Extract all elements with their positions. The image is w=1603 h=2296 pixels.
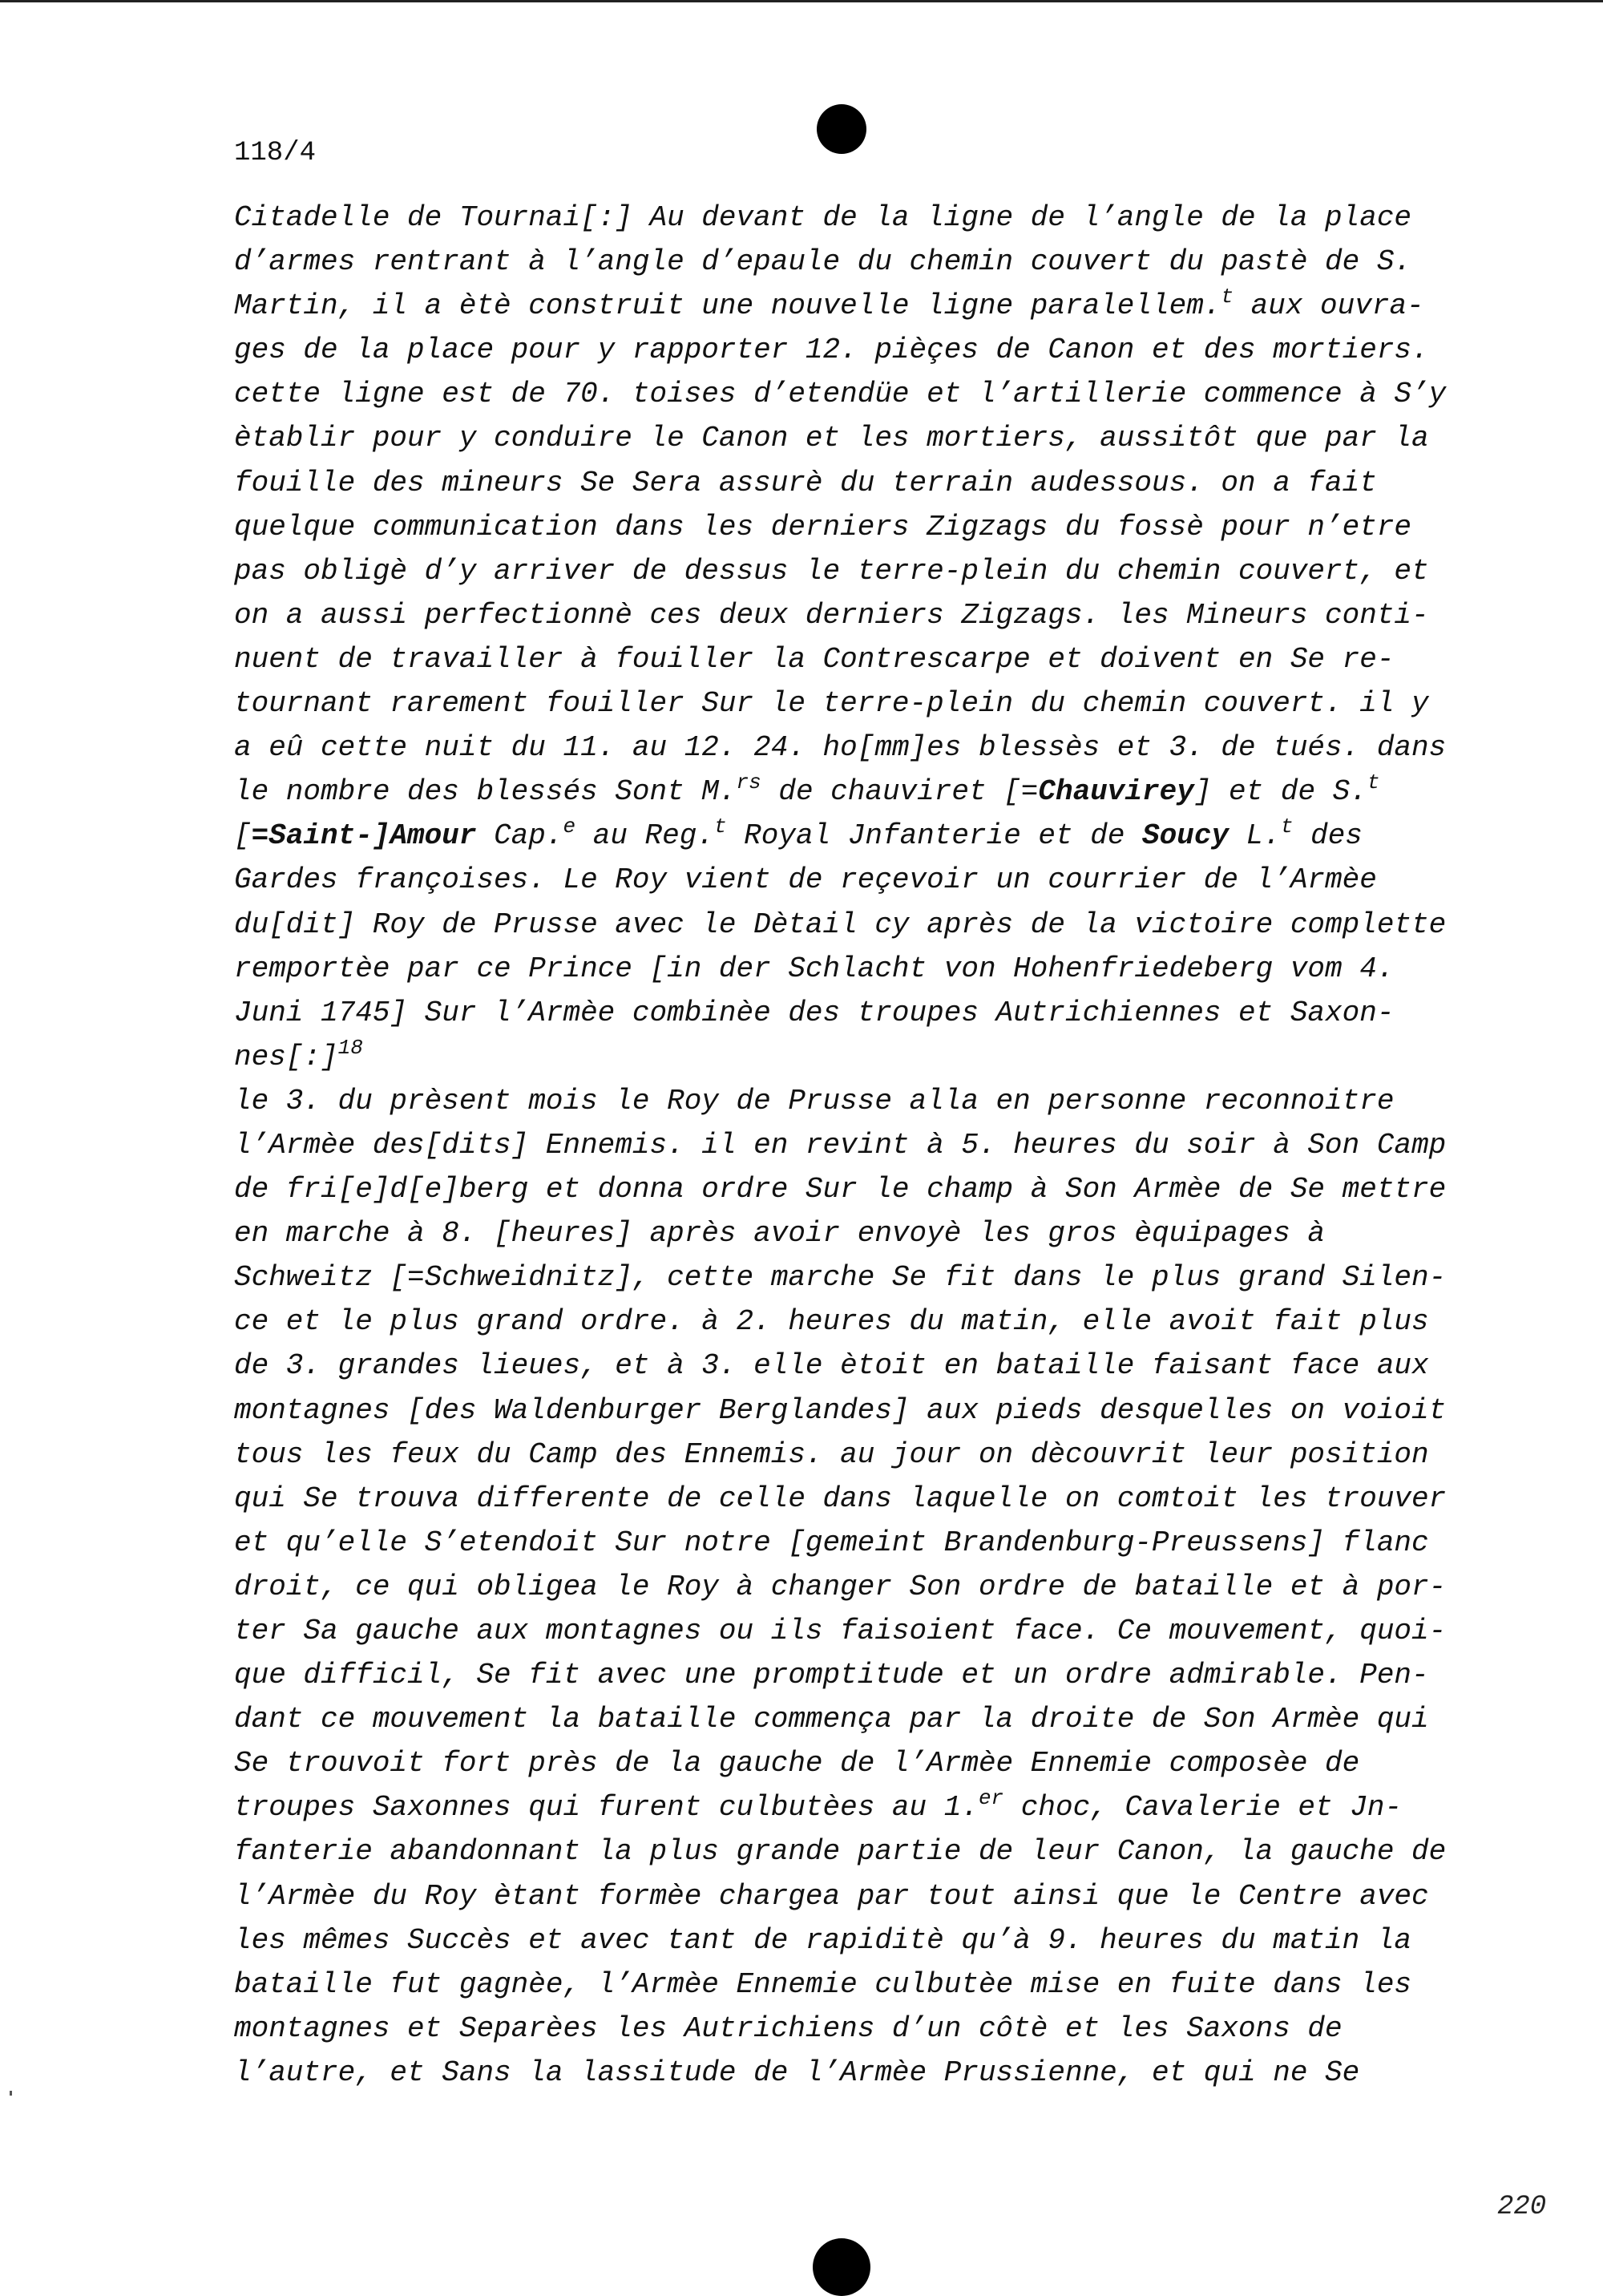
text-segment: Se trouvoit fort près de la gauche de l’Armèe Ennemie composèe de (234, 1747, 1360, 1781)
text-line (234, 1433, 1484, 1477)
text-line (234, 1255, 1484, 1300)
text-segment: montagnes et Separèes les Autrichiens d’un côtè et les Saxons de (234, 2011, 1343, 2045)
text-segment: de 3. grandes lieues, et à 3. elle ètoit en bataille faisant face aux (234, 1349, 1429, 1383)
superscript: t (1280, 815, 1294, 839)
punch-hole-bottom (813, 2238, 870, 2296)
text-line (234, 2007, 1484, 2051)
text-line (234, 903, 1484, 947)
text-line (234, 1609, 1484, 1653)
text-line (234, 1785, 1484, 1829)
text-segment: Gardes françoises. Le Roy vient de reçevoir un courrier de l’Armèe (234, 863, 1377, 897)
text-segment: cette ligne est de 70. toises d’etendüe et l’artillerie commence à S’y (234, 378, 1447, 411)
text-line (234, 1344, 1484, 1388)
text-segment: d’armes rentrant à l’angle d’epaule du chemin couvert du pastè de S. (234, 245, 1412, 279)
text-line (234, 858, 1484, 902)
text-line (234, 1874, 1484, 1918)
text-line (234, 549, 1484, 593)
bold-name: Soucy (1142, 819, 1230, 853)
text-line (234, 1697, 1484, 1741)
text-segment: l’autre, et Sans la lassitude de l’Armèe Prussienne, et qui ne Se (234, 2055, 1360, 2089)
text-line (234, 814, 1484, 858)
text-line (234, 1565, 1484, 1609)
text-segment: ètablir pour y conduire le Canon et les mortiers, aussitôt que par la (234, 422, 1429, 455)
text-segment: Citadelle de Tournai[:] Au devant de la ligne de l’angle de la place (234, 201, 1412, 234)
text-segment: au Reg. (575, 819, 714, 853)
text-line (234, 637, 1484, 681)
text-segment: nes[:] (234, 1040, 338, 1073)
text-line (234, 1918, 1484, 1963)
superscript: er (978, 1786, 1004, 1811)
text-segment: aux ouvra- (1234, 289, 1424, 323)
page-top-edge (0, 0, 1603, 2)
superscript: e (563, 815, 576, 839)
text-segment: bataille fut gagnèe, l’Armèe Ennemie culbutèe mise en fuite dans les (234, 1967, 1412, 2001)
text-segment: les mêmes Succès et avec tant de rapiditè qu’à 9. heures du matin la (234, 1923, 1412, 1957)
text-line (234, 1300, 1484, 1344)
text-line (234, 1477, 1484, 1521)
text-line (234, 1123, 1484, 1167)
text-segment: fouille des mineurs Se Sera assurè du terrain audessous. on a fait (234, 466, 1377, 499)
text-line (234, 2051, 1484, 2095)
text-segment: a eû cette nuit du 11. au 12. 24. ho[mm]es blessès et 3. de tués. dans (234, 731, 1447, 765)
text-segment: l’Armèe des[dits] Ennemis. il en revint à 5. heures du soir à Son Camp (234, 1128, 1447, 1162)
superscript: t (1221, 285, 1234, 309)
text-segment: Cap. (476, 819, 563, 853)
text-line (234, 1211, 1484, 1255)
text-line (234, 240, 1484, 284)
text-segment: quelque communication dans les derniers Zigzags du fossè pour n’etre (234, 510, 1412, 544)
text-segment: ter Sa gauche aux montagnes ou ils faisoient face. Ce mouvement, quoi- (234, 1615, 1447, 1647)
bold-name: Chauvirey (1038, 775, 1194, 809)
text-segment: et qu’elle S’etendoit Sur notre [gemeint Brandenburg-Preussens] flanc (234, 1526, 1429, 1559)
text-line (234, 1035, 1484, 1079)
text-line (234, 1521, 1484, 1565)
text-segment: troupes Saxonnes qui furent culbutèes au 1. (234, 1791, 979, 1825)
text-segment: tournant rarement fouiller Sur le terre-plein du chemin couvert. il y (234, 687, 1429, 721)
text-line (234, 416, 1484, 460)
punch-hole-top (817, 104, 866, 154)
page-number: 118/4 (234, 138, 317, 168)
text-line (234, 328, 1484, 372)
text-line (234, 1389, 1484, 1433)
text-segment: Juni 1745] Sur l’Armèe combinèe des troupes Autrichiennes et Saxon- (234, 996, 1395, 1029)
text-segment: montagnes [des Waldenburger Berglandes] aux pieds desquelles on voioit (234, 1393, 1447, 1427)
superscript: rs (736, 770, 761, 795)
text-segment: Schweitz [=Schweidnitz], cette marche Se fit dans le plus grand Silen- (234, 1261, 1447, 1295)
archive-number: 220 (1497, 2192, 1547, 2222)
text-segment: ] et de S. (1193, 775, 1367, 809)
text-line (234, 1167, 1484, 1211)
text-line (234, 284, 1484, 328)
text-segment: le nombre des blessés Sont M. (234, 775, 737, 809)
text-segment: dant ce mouvement la bataille commença par la droite de Son Armèe qui (234, 1703, 1429, 1736)
text-line (234, 593, 1484, 637)
text-line (234, 505, 1484, 549)
text-line (234, 726, 1484, 770)
text-segment: de chauviret [= (761, 775, 1039, 809)
text-segment: choc, Cavalerie et Jn- (1003, 1791, 1403, 1825)
superscript: t (1367, 770, 1380, 795)
text-line (234, 681, 1484, 726)
text-segment: fanterie abandonnant la plus grande partie de leur Canon, la gauche de (234, 1835, 1447, 1869)
text-segment: droit, ce qui obligea le Roy à changer Son ordre de bataille et à por- (234, 1570, 1447, 1603)
text-segment: ges de la place pour y rapporter 12. pièçes de Canon et des mortiers. (234, 333, 1429, 367)
text-segment: des (1293, 819, 1363, 853)
document-body (234, 196, 1484, 2095)
text-line (234, 770, 1484, 814)
text-segment: pas obligè d’y arriver de dessus le terre-plein du chemin couvert, et (234, 554, 1429, 588)
text-segment: [ (234, 819, 252, 853)
text-line (234, 196, 1484, 240)
text-segment: que difficil, Se fit avec une promptitude et un ordre admirable. Pen- (234, 1659, 1429, 1692)
superscript: t (713, 815, 727, 839)
text-segment: remportèe par ce Prince [in der Schlacht von Hohenfriedeberg vom 4. (234, 952, 1395, 985)
text-segment: de fri[e]d[e]berg et donna ordre Sur le champ à Son Armèe de Se mettre (234, 1173, 1447, 1207)
text-line (234, 1741, 1484, 1785)
text-line (234, 372, 1484, 416)
text-segment: Martin, il a ètè construit une nouvelle ligne paralellem. (234, 289, 1221, 323)
text-line (234, 1653, 1484, 1697)
text-segment: le 3. du prèsent mois le Roy de Prusse alla en personne reconnoitre (234, 1084, 1395, 1118)
text-segment: ce et le plus grand ordre. à 2. heures du matin, elle avoit fait plus (234, 1305, 1429, 1339)
text-segment: tous les feux du Camp des Ennemis. au jour on dècouvrit leur position (234, 1437, 1429, 1471)
text-segment: nuent de travailler à fouiller la Contrescarpe et doivent en Se re- (234, 642, 1395, 676)
text-segment: du[dit] Roy de Prusse avec le Dètail cy après de la victoire complette (234, 907, 1447, 941)
text-segment: l’Armèe du Roy ètant formèe chargea par tout ainsi que le Centre avec (234, 1879, 1429, 1913)
text-line (234, 1963, 1484, 2007)
text-line (234, 947, 1484, 991)
text-line (234, 991, 1484, 1035)
text-line (234, 461, 1484, 505)
text-segment: qui Se trouva differente de celle dans laquelle on comtoit les trouver (234, 1481, 1447, 1515)
superscript: 18 (337, 1035, 363, 1060)
text-line (234, 1829, 1484, 1874)
bold-name: =Saint-]Amour (251, 819, 477, 853)
text-line (234, 1079, 1484, 1123)
margin-mark (10, 2091, 12, 2096)
text-segment: L. (1229, 819, 1281, 853)
text-segment: on a aussi perfectionnè ces deux derniers Zigzags. les Mineurs conti- (234, 598, 1429, 632)
text-segment: en marche à 8. [heures] après avoir envoyè les gros èquipages à (234, 1217, 1326, 1251)
text-segment: Royal Jnfanterie et de (726, 819, 1143, 853)
